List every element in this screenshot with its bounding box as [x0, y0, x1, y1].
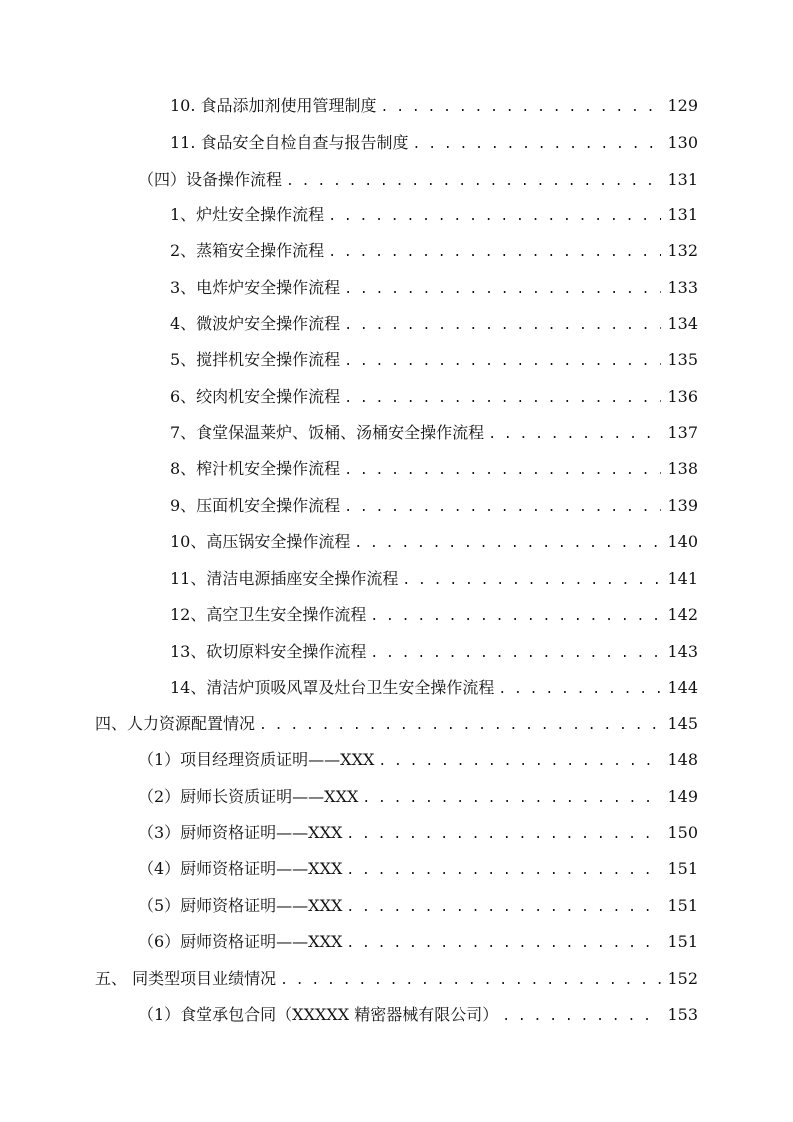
toc-entry[interactable]: [95, 712, 698, 736]
toc-page-number: 143: [667, 642, 698, 661]
toc-entry[interactable]: [138, 785, 698, 809]
toc-entry-title: 1、炉灶安全操作流程: [170, 205, 325, 224]
toc-page-number: 142: [667, 605, 698, 624]
toc-entry[interactable]: [170, 312, 698, 336]
toc-dot-leader: [344, 314, 661, 338]
toc-dot-leader: [370, 605, 661, 629]
toc-page-number: 131: [667, 205, 698, 224]
toc-entry[interactable]: [170, 494, 698, 518]
toc-dot-leader: [346, 823, 661, 847]
toc-page-number: 129: [667, 96, 698, 115]
toc-entry[interactable]: [138, 748, 698, 772]
toc-entry[interactable]: [170, 348, 698, 372]
toc-page-number: 148: [667, 750, 698, 769]
toc-page-number: 137: [667, 423, 698, 442]
toc-page-number: 133: [667, 278, 698, 297]
toc-entry[interactable]: [170, 603, 698, 627]
toc-dot-leader: [346, 896, 661, 920]
toc-page-number: 141: [667, 569, 698, 588]
toc-entry[interactable]: [170, 131, 698, 155]
toc-dot-leader: [498, 678, 661, 702]
toc-entry-title: 8、榨汁机安全操作流程: [170, 459, 341, 478]
toc-entry-title: （4）厨师资格证明——XXX: [138, 859, 343, 878]
toc-dot-leader: [402, 569, 661, 593]
toc-page-number: 130: [667, 133, 698, 152]
toc-entry-title: 5、搅拌机安全操作流程: [170, 350, 341, 369]
toc-dot-leader: [346, 859, 661, 883]
toc-page-number: 144: [667, 678, 698, 697]
toc-entry-title: 11. 食品安全自检自查与报告制度: [170, 133, 409, 152]
toc-entry[interactable]: [170, 276, 698, 300]
toc-page-number: 131: [667, 170, 698, 189]
toc-entry-title: （6）厨师资格证明——XXX: [138, 932, 343, 951]
toc-entry-title: 2、蒸箱安全操作流程: [170, 241, 325, 260]
toc-page-number: 151: [667, 932, 698, 951]
toc-dot-leader: [413, 133, 662, 157]
toc-page-number: 145: [667, 714, 698, 733]
toc-dot-leader: [328, 241, 661, 265]
toc-dot-leader: [280, 969, 661, 993]
toc-entry-title: 10、高压锅安全操作流程: [170, 532, 351, 551]
toc-entry[interactable]: [170, 385, 698, 409]
toc-entry-title: 12、高空卫生安全操作流程: [170, 605, 367, 624]
toc-entry[interactable]: [170, 239, 698, 263]
toc-page-number: 151: [667, 859, 698, 878]
toc-entry-title: （四）设备操作流程: [138, 170, 283, 189]
toc-dot-leader: [346, 932, 661, 956]
toc-entry-title: （3）厨师资格证明——XXX: [138, 823, 343, 842]
toc-entry-title: 14、清洁炉顶吸风罩及灶台卫生安全操作流程: [170, 678, 495, 697]
toc-dot-leader: [502, 1005, 661, 1029]
toc-dot-leader: [381, 96, 662, 120]
toc-dot-leader: [286, 170, 661, 194]
toc-page-number: 136: [667, 387, 698, 406]
toc-page-number: 134: [667, 314, 698, 333]
toc-dot-leader: [488, 423, 661, 447]
toc-page-number: 150: [667, 823, 698, 842]
toc-page-number: 132: [667, 241, 698, 260]
toc-dot-leader: [344, 350, 661, 374]
toc-entry[interactable]: [138, 821, 698, 845]
toc-dot-leader: [344, 278, 661, 302]
toc-dot-leader: [362, 787, 661, 811]
toc-dot-leader: [259, 714, 661, 738]
toc-entry-title: （2）厨师长资质证明——XXX: [138, 787, 359, 806]
toc-entry[interactable]: [170, 203, 698, 227]
toc-entry[interactable]: [138, 894, 698, 918]
toc-entry-title: （1）项目经理资质证明——XXX: [138, 750, 375, 769]
toc-page-number: 149: [667, 787, 698, 806]
toc-entry[interactable]: [138, 857, 698, 881]
toc-dot-leader: [370, 642, 661, 666]
toc-page-number: 151: [667, 896, 698, 915]
toc-page-number: 153: [667, 1005, 698, 1024]
toc-page-number: 135: [667, 350, 698, 369]
toc-dot-leader: [344, 496, 661, 520]
toc-entry-title: 五、 同类型项目业绩情况: [95, 969, 277, 988]
toc-entry-title: 3、电炸炉安全操作流程: [170, 278, 341, 297]
toc-entry-title: 10. 食品添加剂使用管理制度: [170, 96, 377, 115]
toc-entry-title: 11、清洁电源插座安全操作流程: [170, 569, 399, 588]
toc-entry[interactable]: [170, 567, 698, 591]
toc-entry[interactable]: [138, 1003, 698, 1027]
toc-dot-leader: [344, 459, 661, 483]
toc-entry[interactable]: [138, 168, 698, 192]
toc-entry[interactable]: [170, 421, 698, 445]
toc-page-number: 152: [667, 969, 698, 988]
toc-entry[interactable]: [170, 94, 698, 118]
toc-entry[interactable]: [95, 967, 698, 991]
toc-entry-title: 7、食堂保温莱炉、饭桶、汤桶安全操作流程: [170, 423, 485, 442]
toc-entry-title: 13、砍切原料安全操作流程: [170, 642, 367, 661]
toc-dot-leader: [328, 205, 661, 229]
toc-entry-title: 6、绞肉机安全操作流程: [170, 387, 341, 406]
toc-entry[interactable]: [170, 530, 698, 554]
toc-entry-title: （1）食堂承包合同（XXXXX 精密器械有限公司）: [138, 1005, 499, 1024]
toc-page-number: 139: [667, 496, 698, 515]
toc-entry[interactable]: [170, 640, 698, 664]
toc-entry[interactable]: [138, 930, 698, 954]
toc-page-number: 138: [667, 459, 698, 478]
toc-entry-title: 四、人力资源配置情况: [95, 714, 256, 733]
toc-dot-leader: [344, 387, 661, 411]
toc-entry[interactable]: [170, 457, 698, 481]
toc-entry-title: 4、微波炉安全操作流程: [170, 314, 341, 333]
toc-dot-leader: [378, 750, 661, 774]
toc-page-number: 140: [667, 532, 698, 551]
toc-entry-title: （5）厨师资格证明——XXX: [138, 896, 343, 915]
toc-entry-title: 9、压面机安全操作流程: [170, 496, 341, 515]
toc-entry[interactable]: [170, 676, 698, 700]
toc-dot-leader: [354, 532, 661, 556]
